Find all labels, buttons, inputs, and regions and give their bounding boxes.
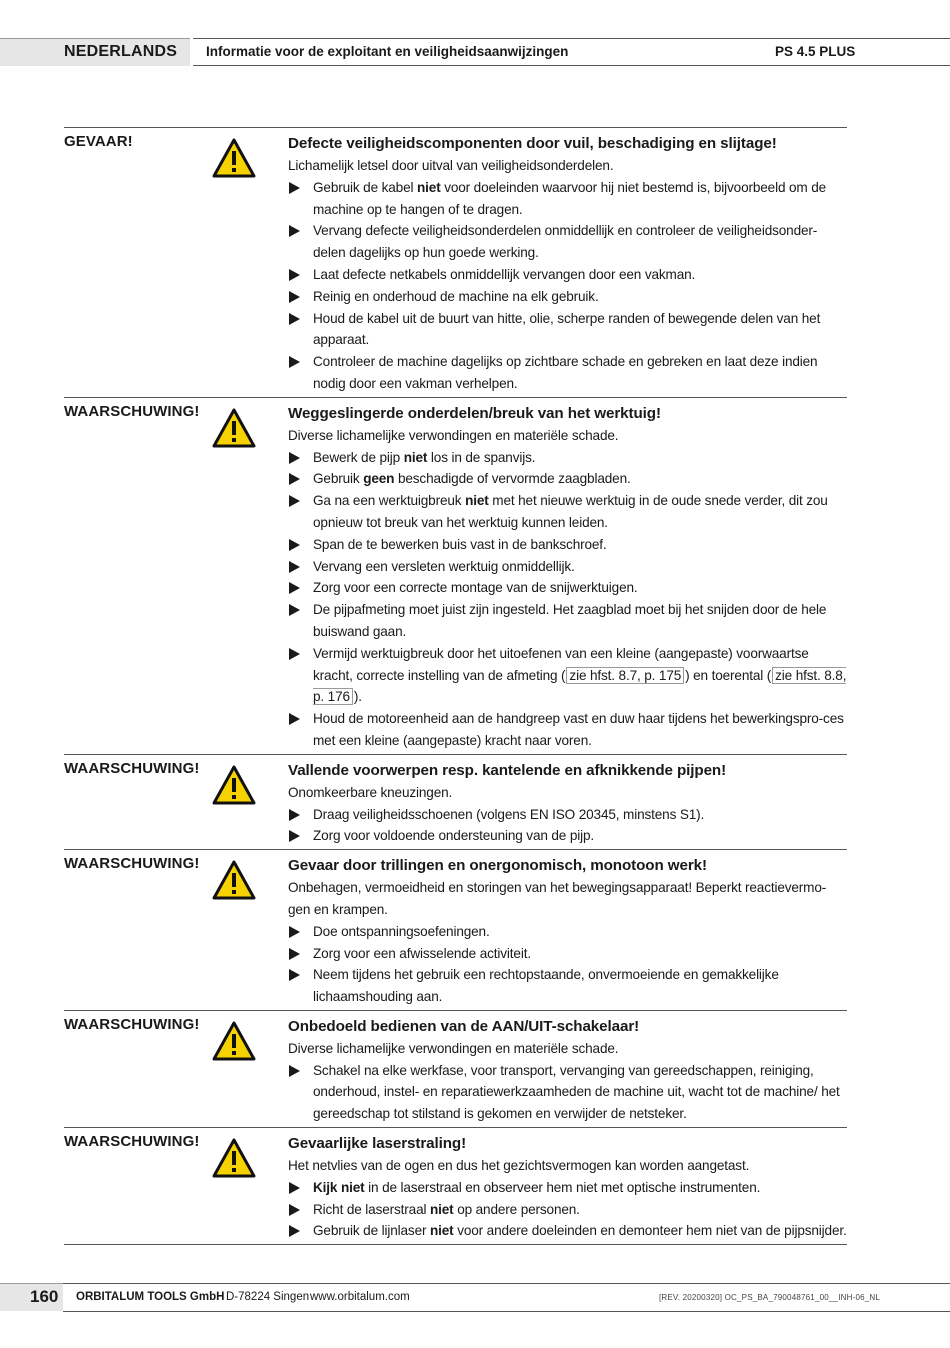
item-text: Vervang defecte veiligheidsonderdelen onmiddellijk en controleer de veiligheidsonder-delen dagelijks op hun goede werking. [313, 223, 818, 261]
triangle-bullet-icon [289, 809, 300, 821]
measures-list [288, 1177, 847, 1242]
list-item [288, 468, 847, 490]
triangle-bullet-icon [289, 473, 300, 485]
item-text: op andere personen. [453, 1201, 580, 1217]
product-model: PS 4.5 PLUS [775, 44, 856, 59]
triangle-bullet-icon [289, 948, 300, 960]
emphasis-text: niet [429, 1223, 454, 1239]
triangle-bullet-icon [289, 225, 300, 237]
triangle-bullet-icon [289, 269, 300, 281]
triangle-bullet-icon [289, 830, 300, 842]
hazard-title: Gevaar door trillingen en onergonomisch, monotoon werk! [288, 857, 707, 875]
measures-list [288, 1060, 847, 1125]
list-item [288, 804, 847, 826]
section-body [288, 133, 847, 395]
triangle-bullet-icon [289, 1225, 300, 1237]
warning-triangle-icon [212, 408, 256, 448]
emphasis-text: niet [417, 179, 441, 195]
hazard-consequence: Lichamelijk letsel door uitval van veiligheidsonderdelen. [288, 158, 614, 173]
emphasis-text: niet [403, 449, 428, 465]
triangle-bullet-icon [289, 452, 300, 464]
signal-word: WAARSCHUWING! [64, 1133, 200, 1151]
list-item [288, 708, 847, 752]
item-text: Neem tijdens het gebruik een rechtopstaande, onvermoeiende en gemakkelijke lichaamshouding aan. [313, 967, 779, 1005]
triangle-bullet-icon [289, 561, 300, 573]
item-text: voor andere doeleinden en demonteer hem niet van de pijpsnijder. [453, 1223, 847, 1239]
revision-code: [REV. 20200320] OC_PS_BA_790048761_00__INH-06_NL [659, 1293, 881, 1302]
list-item [288, 351, 847, 395]
item-text: Laat defecte netkabels onmiddellijk vervangen door een vakman. [313, 266, 696, 282]
safety-section [64, 754, 847, 849]
measures-list [288, 804, 847, 848]
warning-triangle-icon [212, 1021, 256, 1061]
list-item [288, 447, 847, 469]
signal-word: WAARSCHUWING! [64, 1015, 200, 1033]
item-text: ) en toerental ( [685, 667, 772, 683]
page-number-tab [0, 1283, 63, 1311]
item-text: Gebruik [313, 471, 364, 487]
item-text: Draag veiligheidsschoenen (volgens EN ISO 20345, minstens S1). [313, 806, 705, 822]
language-label: NEDERLANDS [64, 43, 178, 60]
warning-triangle-icon [212, 860, 256, 900]
hazard-symbol [212, 855, 288, 1008]
item-text: Richt de laserstraal [313, 1201, 430, 1217]
hazard-consequence: Onomkeerbare kneuzingen. [288, 784, 453, 800]
hazard-symbol [212, 1133, 288, 1242]
warning-triangle-icon [212, 138, 256, 178]
list-item [288, 556, 847, 578]
item-text: Reinig en onderhoud de machine na elk gebruik. [313, 288, 599, 304]
triangle-bullet-icon [289, 182, 300, 194]
item-text: Vervang een versleten werktuig onmiddellijk. [313, 558, 575, 574]
hazard-title: Defecte veiligheidscomponenten door vuil, beschadiging en slijtage! [288, 135, 777, 152]
list-item [288, 177, 847, 221]
list-item [288, 943, 847, 965]
item-text: Zorg voor een correcte montage van de snijwerktuigen. [313, 580, 638, 596]
safety-instructions-table [64, 127, 847, 1245]
item-text: in de laserstraal en observeer hem niet met optische instrumenten. [364, 1179, 761, 1195]
list-item [288, 220, 847, 264]
list-item [288, 825, 847, 847]
list-item [288, 1060, 847, 1125]
hazard-title: Onbedoeld bedienen van de AAN/UIT-schakelaar! [288, 1017, 640, 1035]
hazard-title: Weggeslingerde onderdelen/breuk van het werktuig! [288, 404, 661, 422]
measures-list [288, 177, 847, 395]
company-name: ORBITALUM TOOLS GmbH [76, 1291, 225, 1303]
item-text: los in de spanvijs. [427, 449, 536, 465]
list-item [288, 490, 847, 534]
triangle-bullet-icon [289, 969, 300, 981]
page-header [193, 38, 950, 66]
triangle-bullet-icon [289, 1182, 300, 1194]
safety-section [64, 397, 847, 754]
list-item [288, 599, 847, 643]
list-item [288, 921, 847, 943]
list-item [288, 964, 847, 1008]
section-body [288, 855, 847, 1008]
safety-section [64, 1127, 847, 1245]
triangle-bullet-icon [289, 539, 300, 551]
triangle-bullet-icon [289, 356, 300, 368]
safety-section [64, 1010, 847, 1127]
item-text: Bewerk de pijp [313, 449, 404, 465]
company-website[interactable]: www.orbitalum.com [310, 1291, 410, 1303]
hazard-consequence: Diverse lichamelijke verwondingen en materiële schade. [288, 427, 619, 443]
section-body [288, 403, 847, 752]
hazard-consequence: Onbehagen, vermoeidheid en storingen van het bewegingsapparaat! Beperkt reactievermo-gen en krampen. [288, 880, 827, 917]
item-text: Ga na een werktuigbreuk [313, 493, 466, 509]
chapter-title: Informatie voor de exploitant en veiligheidsaanwijzingen [206, 44, 569, 59]
page-footer [0, 1283, 950, 1311]
hazard-title: Vallende voorwerpen resp. kantelende en afknikkende pijpen! [288, 761, 727, 779]
item-text: Gebruik de lijnlaser [313, 1223, 430, 1239]
item-text: voor doeleinden waarvoor hij niet bestemd is, bijvoorbeeld om de machine op te hangen of te dragen. [313, 179, 827, 217]
item-text: ). [353, 689, 362, 705]
triangle-bullet-icon [289, 648, 300, 660]
emphasis-text: geen [363, 471, 395, 487]
language-tab [0, 38, 190, 66]
item-text: Span de te bewerken buis vast in de bankschroef. [313, 536, 607, 552]
list-item [288, 643, 847, 708]
measures-list [288, 447, 847, 752]
item-text: Houd de motoreenheid aan de handgreep vast en duw haar tijdens het bewerkingspro-ces met een kleine (aangepaste) kracht naar voren. [313, 711, 844, 748]
item-text: Houd de kabel uit de buurt van hitte, olie, scherpe randen of bewegende delen van het apparaat. [313, 310, 821, 348]
triangle-bullet-icon [289, 926, 300, 938]
chapter-reference-link[interactable]: zie hfst. 8.7, p. 175 [566, 667, 684, 684]
list-item [288, 1177, 847, 1199]
section-body [288, 1133, 847, 1242]
signal-word: WAARSCHUWING! [64, 402, 200, 420]
triangle-bullet-icon [289, 291, 300, 303]
measures-list [288, 921, 847, 1008]
item-text: Gebruik de kabel [313, 179, 417, 195]
triangle-bullet-icon [289, 495, 300, 507]
item-text: Zorg voor een afwisselende activiteit. [313, 945, 531, 961]
hazard-symbol [212, 760, 288, 847]
page-number: 160 [30, 1287, 59, 1306]
footer-bar [63, 1283, 950, 1312]
item-text: Vermijd werktuigbreuk door het uitoefenen van een kleine (aangepaste) voorwaartse kracht, correcte instelling van de afmeting ( [313, 645, 809, 683]
list-item [288, 286, 847, 308]
signal-word: WAARSCHUWING! [64, 759, 200, 777]
company-address: D-78224 Singen [226, 1291, 310, 1303]
warning-triangle-icon [212, 1138, 256, 1178]
item-text: De pijpafmeting moet juist zijn ingesteld. Het zaagblad moet bij het snijden door de hele buiswand gaan. [313, 602, 827, 639]
list-item [288, 308, 847, 352]
hazard-title: Gevaarlijke laserstraling! [288, 1135, 467, 1153]
triangle-bullet-icon [289, 1204, 300, 1216]
triangle-bullet-icon [289, 582, 300, 594]
list-item [288, 1220, 847, 1242]
safety-section [64, 849, 847, 1010]
safety-section [64, 127, 847, 397]
list-item [288, 264, 847, 286]
item-text: Doe ontspanningsoefeningen. [313, 923, 490, 939]
item-text: Schakel na elke werkfase, voor transport, vervanging van gereedschappen, reiniging, onderhoud, instel- en reparatiewerkzaamheden de machine uit, wacht tot de machine/ het gereedschap tot stilstand is gekomen en verwijder de netsteker. [313, 1062, 840, 1122]
hazard-symbol [212, 403, 288, 752]
list-item [288, 1199, 847, 1221]
chapter-reference-link[interactable]: zie hfst. 8.8, p. 176 [313, 667, 847, 705]
signal-word: WAARSCHUWING! [64, 855, 200, 873]
item-text: met het nieuwe werktuig in de oude snede verder, dit zou opnieuw tot breuk van het werktuig kunnen leiden. [313, 493, 828, 530]
triangle-bullet-icon [289, 604, 300, 616]
signal-word: GEVAAR! [64, 133, 133, 150]
item-text: Controleer de machine dagelijks op zichtbare schade en gebreken en laat deze indien nodig door een vakman verhelpen. [313, 354, 818, 391]
hazard-symbol [212, 1016, 288, 1125]
item-text: Zorg voor voldoende ondersteuning van de pijp. [313, 828, 595, 844]
section-body [288, 760, 847, 847]
warning-triangle-icon [212, 765, 256, 805]
emphasis-text: niet [429, 1201, 454, 1217]
triangle-bullet-icon [289, 713, 300, 725]
hazard-consequence: Het netvlies van de ogen en dus het gezichtsvermogen kan worden aangetast. [288, 1158, 750, 1174]
section-body [288, 1016, 847, 1125]
list-item [288, 577, 847, 599]
hazard-consequence: Diverse lichamelijke verwondingen en materiële schade. [288, 1040, 619, 1056]
hazard-symbol [212, 133, 288, 395]
triangle-bullet-icon [289, 1065, 300, 1077]
item-text: beschadigde of vervormde zaagbladen. [394, 471, 631, 487]
list-item [288, 534, 847, 556]
emphasis-text: Kijk niet [313, 1179, 365, 1195]
emphasis-text: niet [465, 493, 489, 509]
triangle-bullet-icon [289, 313, 300, 325]
